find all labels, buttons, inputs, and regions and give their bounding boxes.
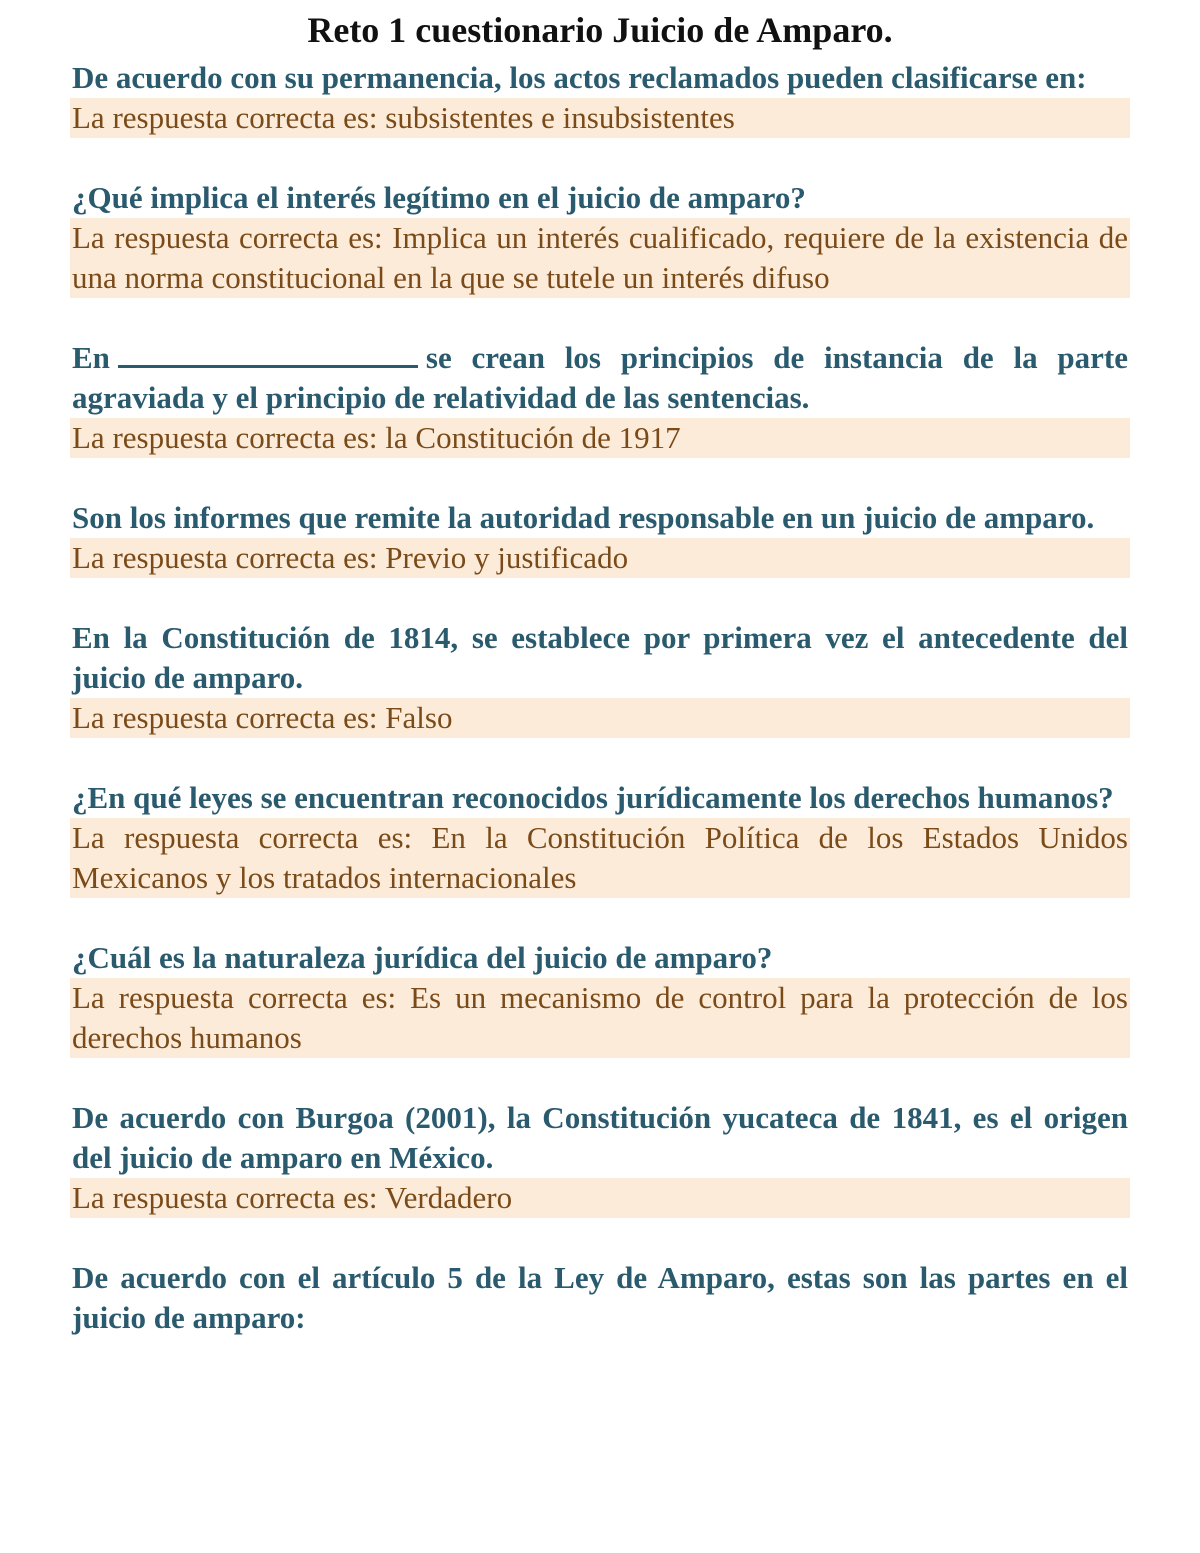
question-text: De acuerdo con su permanencia, los actos reclamados pueden clasificarse en: [72, 60, 1087, 95]
qa-item-7 [70, 938, 1130, 1058]
fill-in-blank [118, 339, 418, 368]
document-page [70, 0, 1130, 1338]
spacer [70, 898, 1130, 938]
qa-item-9 [70, 1258, 1130, 1338]
spacer [70, 298, 1130, 338]
question-text: De acuerdo con el artículo 5 de la Ley de Amparo, estas son las partes en el juicio de amparo: [72, 1260, 1128, 1335]
question-text-after-blank: se crean los principios de instancia de la parte agraviada y el principio de relatividad de las sentencias. [72, 340, 1128, 415]
answer-text: La respuesta correcta es: En la Constitución Política de los Estados Unidos Mexicanos y los tratados internacionales [70, 818, 1130, 898]
question-text: De acuerdo con Burgoa (2001), la Constitución yucateca de 1841, es el origen del juicio de amparo en México. [72, 1100, 1128, 1175]
answer-text: La respuesta correcta es: Previo y justificado [70, 538, 1130, 578]
qa-item-6 [70, 778, 1130, 898]
spacer [70, 138, 1130, 178]
question-text: ¿Qué implica el interés legítimo en el juicio de amparo? [72, 180, 806, 215]
answer-text: La respuesta correcta es: Falso [70, 698, 1130, 738]
qa-item-4 [70, 498, 1130, 578]
document-title: Reto 1 cuestionario Juicio de Amparo. [307, 10, 893, 50]
qa-item-2 [70, 178, 1130, 298]
qa-item-5 [70, 618, 1130, 738]
qa-item-8 [70, 1098, 1130, 1218]
spacer [70, 578, 1130, 618]
question-text: Son los informes que remite la autoridad responsable en un juicio de amparo. [72, 500, 1095, 535]
answer-text: La respuesta correcta es: la Constitución de 1917 [70, 418, 1130, 458]
spacer [70, 1058, 1130, 1098]
spacer [70, 458, 1130, 498]
spacer [70, 1218, 1130, 1258]
spacer [70, 738, 1130, 778]
qa-item-3 [70, 338, 1130, 458]
answer-text: La respuesta correcta es: Es un mecanismo de control para la protección de los derechos humanos [70, 978, 1130, 1058]
answer-text: La respuesta correcta es: Implica un interés cualificado, requiere de la existencia de una norma constitucional en la que se tutele un interés difuso [70, 218, 1130, 298]
question-text: ¿Cuál es la naturaleza jurídica del juicio de amparo? [72, 940, 773, 975]
qa-item-1 [70, 58, 1130, 138]
question-text-before-blank: En [72, 340, 110, 375]
answer-text: La respuesta correcta es: subsistentes e insubsistentes [70, 98, 1130, 138]
question-text: ¿En qué leyes se encuentran reconocidos jurídicamente los derechos humanos? [72, 780, 1114, 815]
question-text: En la Constitución de 1814, se establece por primera vez el antecedente del juicio de amparo. [72, 620, 1128, 695]
question-text [70, 338, 1130, 418]
answer-text: La respuesta correcta es: Verdadero [70, 1178, 1130, 1218]
